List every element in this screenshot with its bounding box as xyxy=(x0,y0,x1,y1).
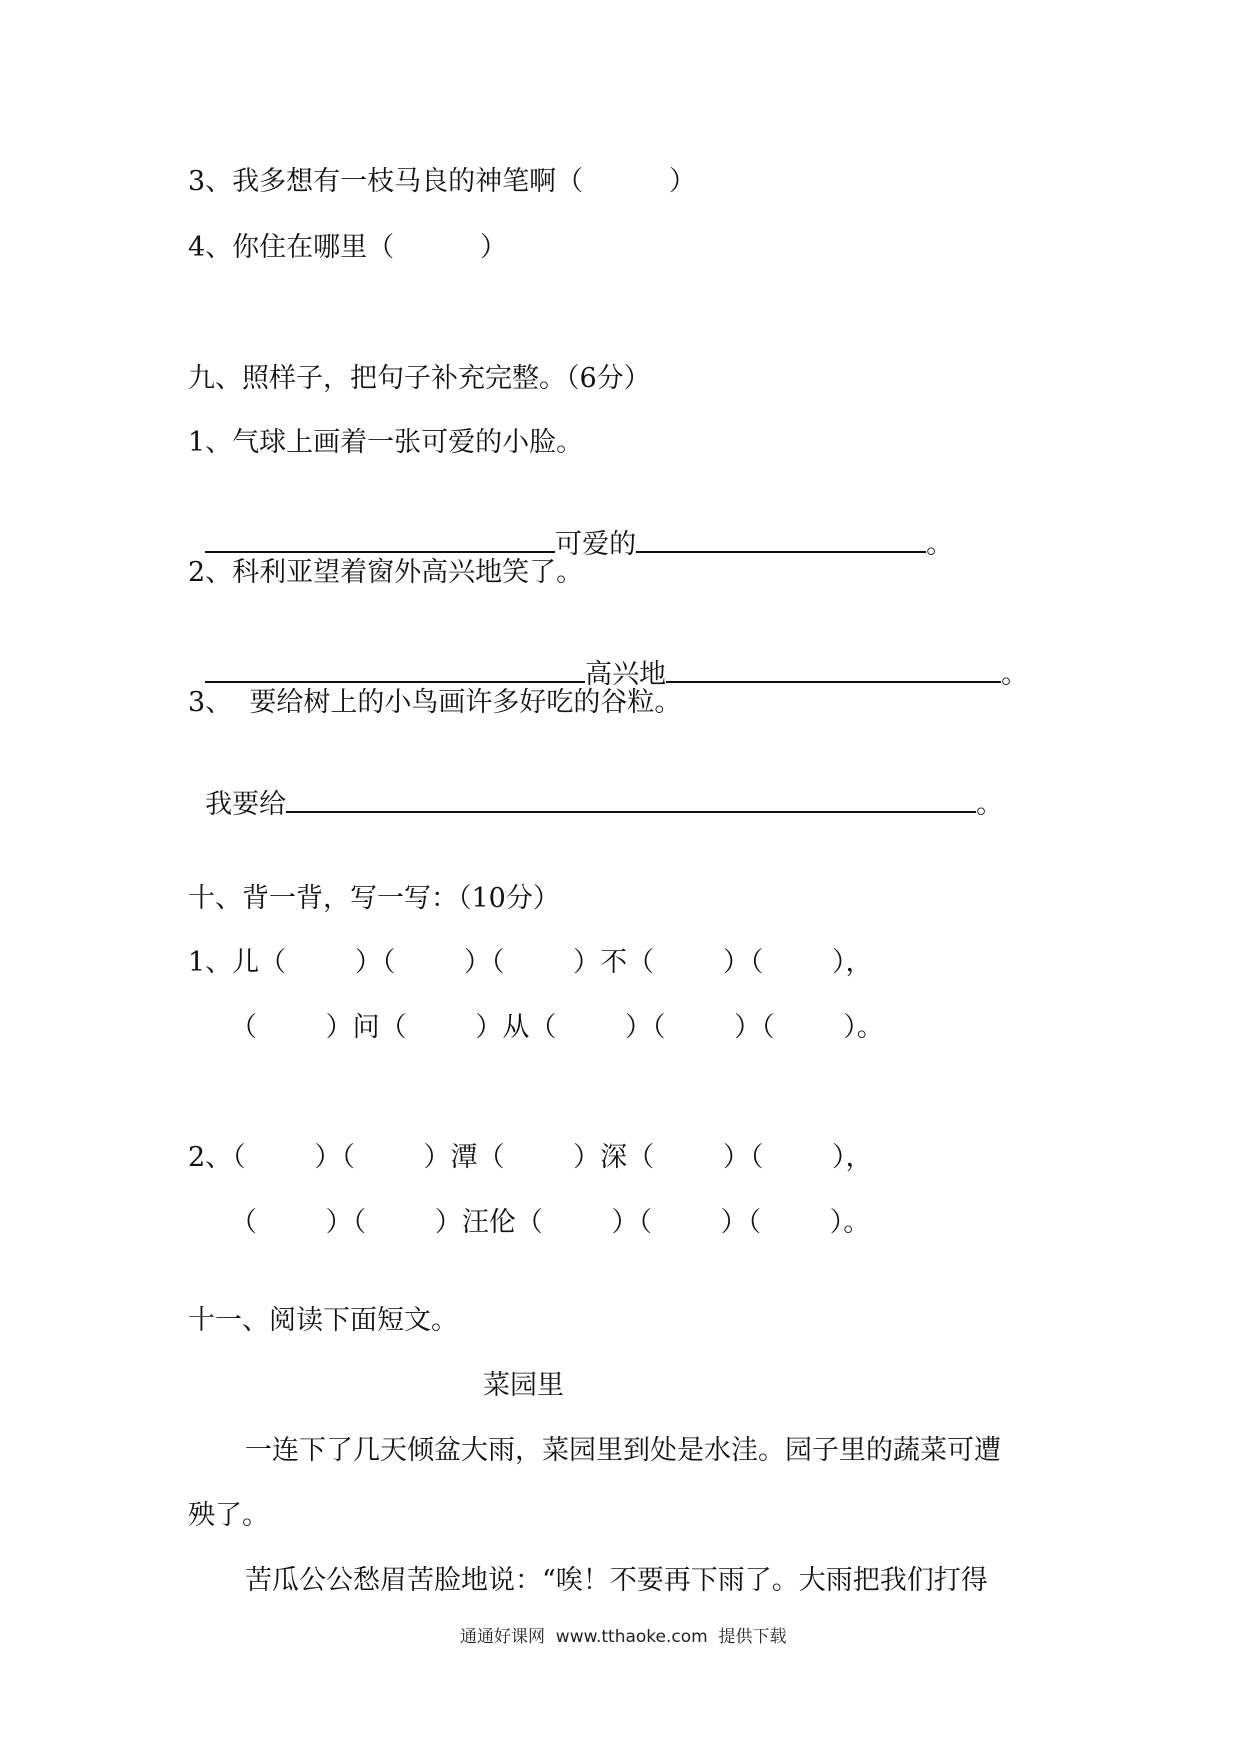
section-9-title: 九、照样子，把句子补充完整。（6分） xyxy=(188,363,651,394)
fill-text: 。 xyxy=(1001,659,1029,690)
poem-1-line-1: 1、儿（ ）（ ）（ ）不（ ）（ ）， xyxy=(188,947,873,978)
paragraph-2-line-1: 苦瓜公公愁眉苦脸地说：“唉！不要再下雨了。大雨把我们打得 xyxy=(245,1565,988,1596)
article-title: 菜园里 xyxy=(483,1370,564,1401)
question-9-3: 3、 要给树上的小鸟画许多好吃的谷粒。 xyxy=(188,687,682,718)
fill-text: 。 xyxy=(926,529,954,560)
answer-blank[interactable] xyxy=(205,655,585,683)
fill-line-9-3 xyxy=(188,751,1003,822)
fill-line-9-1 xyxy=(188,491,953,562)
answer-blank[interactable] xyxy=(205,525,555,553)
section-10-title: 十、背一背，写一写：（10分） xyxy=(188,883,560,914)
question-9-2: 2、科利亚望着窗外高兴地笑了。 xyxy=(188,557,584,588)
answer-blank[interactable] xyxy=(636,525,926,553)
fill-text: 高兴地 xyxy=(585,659,667,690)
answer-blank[interactable] xyxy=(666,655,1001,683)
poem-2-line-1: 2、（ ）（ ）潭（ ）深（ ）（ ）， xyxy=(188,1142,873,1173)
question-8-4: 4、你住在哪里（ ） xyxy=(188,232,508,263)
fill-text: 我要给 xyxy=(205,789,287,820)
poem-2-line-2: （ ）（ ）汪伦（ ）（ ）（ ）。 xyxy=(230,1207,871,1238)
question-8-3: 3、我多想有一枝马良的神笔啊（ ） xyxy=(188,166,697,197)
footer-text: 通通好课网 www.tthaoke.com 提供下载 xyxy=(460,1627,787,1647)
answer-blank[interactable] xyxy=(286,785,976,813)
fill-line-9-2 xyxy=(188,621,1028,692)
paragraph-1-line-2: 殃了。 xyxy=(188,1500,269,1531)
poem-1-line-2: （ ）问（ ）从（ ）（ ）（ ）。 xyxy=(230,1012,884,1043)
fill-text: 。 xyxy=(976,789,1004,820)
section-11-title: 十一、阅读下面短文。 xyxy=(188,1305,458,1336)
question-9-1: 1、气球上画着一张可爱的小脸。 xyxy=(188,427,584,458)
paragraph-1-line-1: 一连下了几天倾盆大雨，菜园里到处是水洼。园子里的蔬菜可遭 xyxy=(245,1435,1001,1466)
fill-text: 可爱的 xyxy=(555,529,637,560)
